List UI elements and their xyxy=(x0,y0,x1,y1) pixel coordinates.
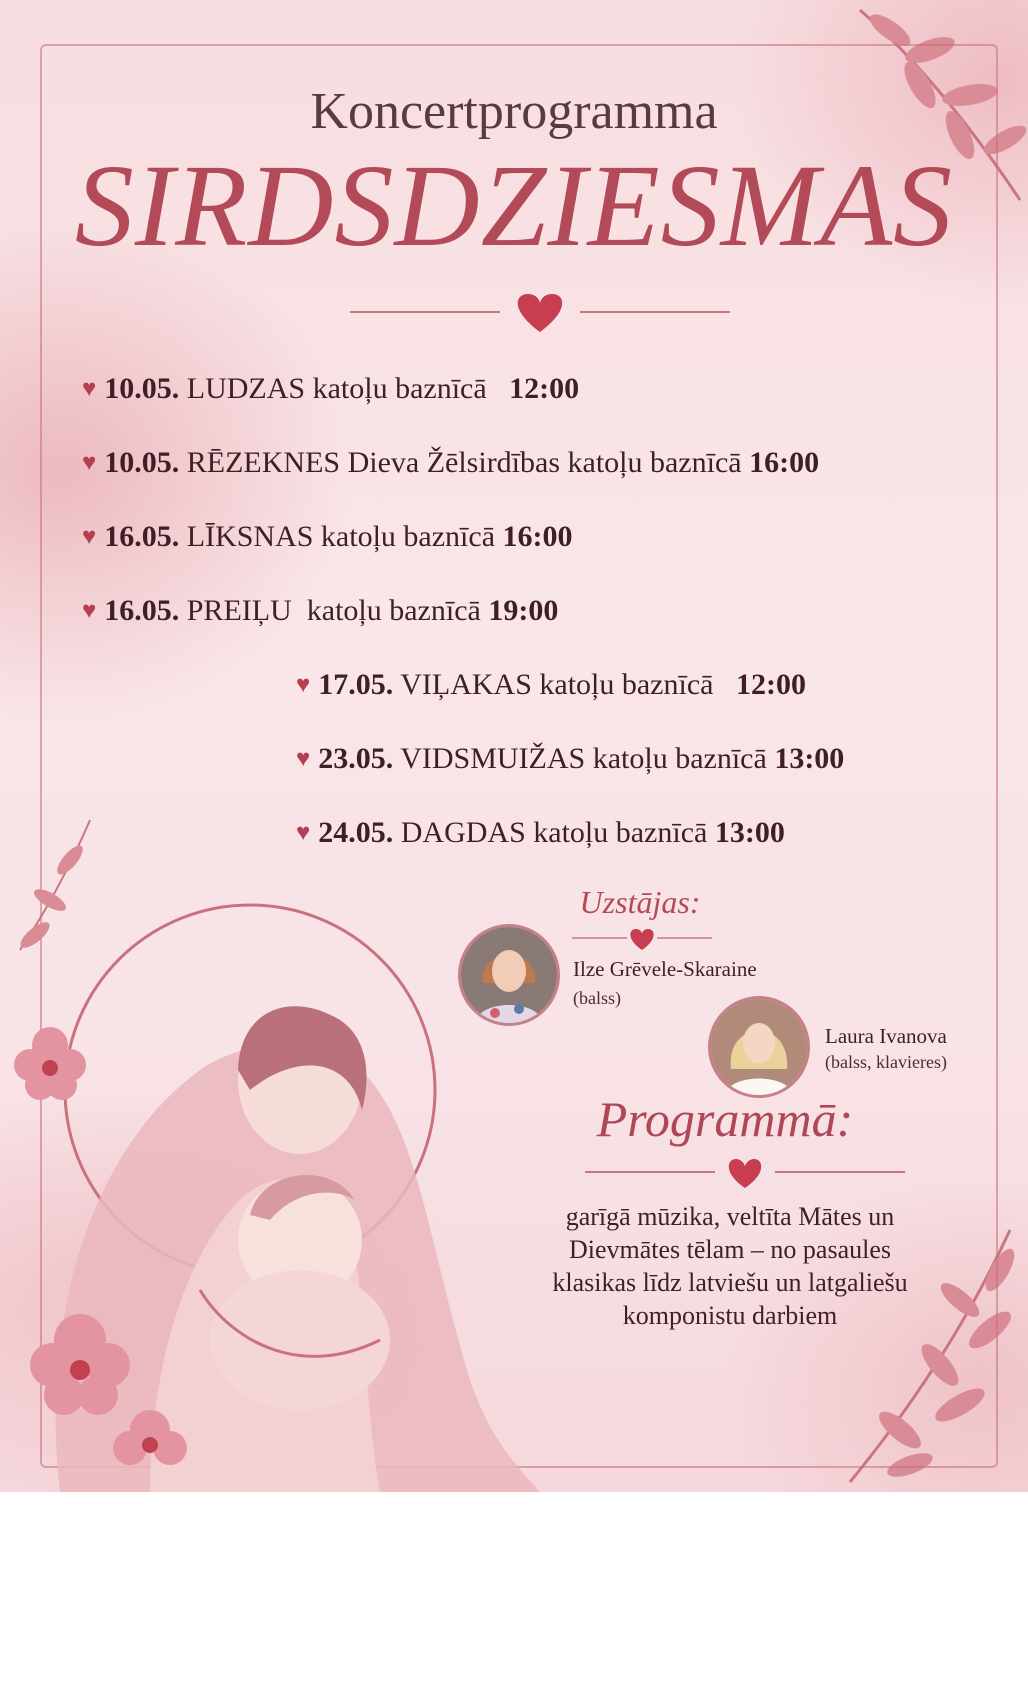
event-date: 23.05. xyxy=(318,742,394,775)
event-place: LUDZAS katoļu baznīcā xyxy=(186,372,487,405)
heart-icon xyxy=(518,294,562,332)
heart-icon: ♥ xyxy=(82,450,97,476)
event-place: VIĻAKAS katoļu baznīcā xyxy=(400,668,714,701)
event-date: 16.05. xyxy=(104,520,180,553)
performer-role: (balss) xyxy=(573,988,621,1008)
program-line: klasikas līdz latviešu un latgaliešu xyxy=(552,1268,908,1297)
event-row xyxy=(82,520,573,554)
performer-role: (balss, klavieres) xyxy=(825,1052,947,1072)
event-time: 13:00 xyxy=(714,816,785,849)
event-place: LĪKSNAS katoļu baznīcā xyxy=(186,520,496,553)
leaf-branch-icon xyxy=(17,820,90,952)
event-time: 12:00 xyxy=(735,668,806,701)
event-date: 10.05. xyxy=(104,446,180,479)
program-line: komponistu darbiem xyxy=(622,1301,838,1330)
event-row xyxy=(82,446,819,480)
page-title: SIRDSDZIESMAS xyxy=(74,140,954,271)
program-description xyxy=(520,1200,940,1332)
event-place: VIDSMUIŽAS katoļu baznīcā xyxy=(400,742,767,775)
program-line: garīgā mūzika, veltīta Mātes un xyxy=(565,1202,895,1231)
event-time: 16:00 xyxy=(749,446,820,479)
program-heading: Programmā: xyxy=(596,1091,854,1147)
heart-icon: ♥ xyxy=(82,376,97,402)
event-date: 17.05. xyxy=(318,668,394,701)
heart-icon xyxy=(630,929,653,950)
program-line: Dievmātes tēlam – no pasaules xyxy=(568,1235,892,1264)
event-row xyxy=(296,668,806,702)
performers-divider xyxy=(572,924,712,954)
heart-icon: ♥ xyxy=(296,820,311,846)
event-row xyxy=(82,594,558,628)
heart-icon xyxy=(729,1159,761,1188)
event-date: 16.05. xyxy=(104,594,180,627)
heart-icon: ♥ xyxy=(296,746,311,772)
mother-child-illustration xyxy=(0,820,560,1492)
event-time: 12:00 xyxy=(509,372,580,405)
heart-icon: ♥ xyxy=(296,672,311,698)
event-place: RĒZEKNES Dieva Žēlsirdības katoļu baznīcā xyxy=(186,446,742,479)
performers-heading: Uzstājas: xyxy=(579,884,701,920)
heart-icon: ♥ xyxy=(82,524,97,550)
event-place: DAGDAS katoļu baznīcā xyxy=(400,816,708,849)
flower-icon xyxy=(14,1027,86,1100)
event-row xyxy=(296,742,844,776)
avatar xyxy=(458,924,560,1026)
event-date: 10.05. xyxy=(104,372,180,405)
avatar xyxy=(708,996,810,1098)
performer-name: Laura Ivanova xyxy=(825,1024,947,1048)
title-divider xyxy=(350,290,730,336)
program-divider xyxy=(585,1156,905,1190)
event-time: 16:00 xyxy=(502,520,573,553)
event-place: PREIĻU katoļu baznīcā xyxy=(186,594,481,627)
heart-icon: ♥ xyxy=(82,598,97,624)
event-time: 19:00 xyxy=(488,594,559,627)
event-time: 13:00 xyxy=(774,742,845,775)
event-date: 24.05. xyxy=(318,816,394,849)
event-row xyxy=(82,372,579,406)
pre-title: Koncertprogramma xyxy=(310,83,718,140)
performer-name: Ilze Grēvele-Skaraine xyxy=(573,957,757,981)
